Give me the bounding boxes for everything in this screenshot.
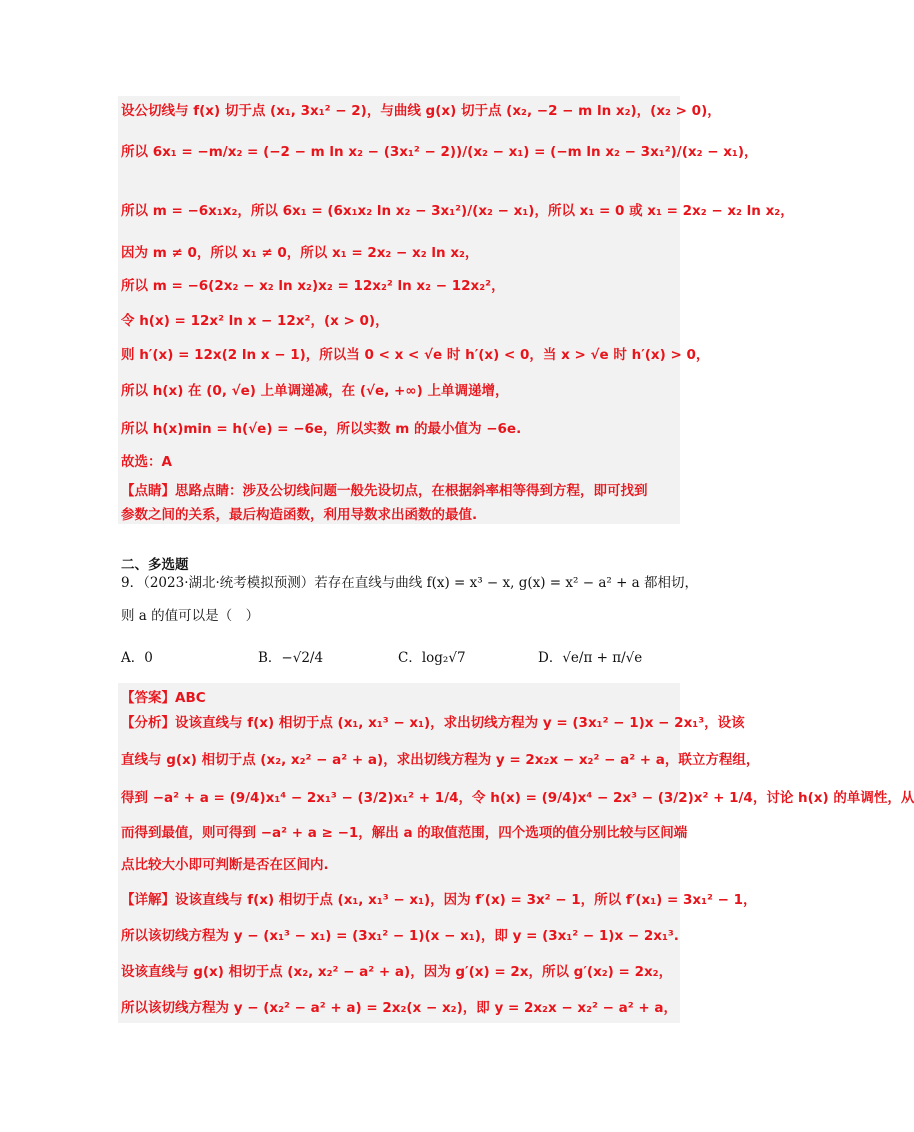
option-d-value: √e/π + π/√e: [562, 650, 643, 666]
part2-line-10: 所以该切线方程为 y − (x₂² − a² + a) = 2x₂(x − x₂)，即 y = 2x₂x − x₂² − a² + a，: [121, 1000, 677, 1016]
part1-line-8: 所以 h(x) 在 (0, √e) 上单调递减，在 (√e, +∞) 上单调递增，: [121, 383, 509, 399]
option-c-label: C．: [398, 650, 422, 666]
part2-line-8: 所以该切线方程为 y − (x₁³ − x₁) = (3x₁² − 1)(x − x₁)，即 y = (3x₁² − 1)x − 2x₁³.: [121, 928, 679, 944]
option-d-label: D．: [538, 650, 563, 666]
question-stem-line1: 9．（2023·湖北·统考模拟预测）若存在直线与曲线 f(x) = x³ − x, g(x) = x² − a² + a 都相切，: [121, 575, 699, 591]
section-heading: 二、多选题: [121, 557, 189, 573]
option-c-value: log₂√7: [421, 650, 466, 666]
part1-line-7: 则 h′(x) = 12x(2 ln x − 1)，所以当 0 < x < √e 时 h′(x) < 0，当 x > √e 时 h′(x) > 0，: [121, 347, 710, 363]
part2-line-4: 得到 −a² + a = (9/4)x₁⁴ − 2x₁³ − (3/2)x₁² + 1/4，令 h(x) = (9/4)x⁴ − 2x³ − (3/2)x² + 1/4，讨论 h(x) 的单调性，从: [121, 790, 914, 806]
part2-line-1: 【答案】ABC: [121, 690, 206, 706]
part1-line-1: 设公切线与 f(x) 切于点 (x₁, 3x₁² − 2)，与曲线 g(x) 切于点 (x₂, −2 − m ln x₂)，(x₂ > 0)，: [121, 103, 721, 119]
part1-line-3: 所以 m = −6x₁x₂，所以 6x₁ = (6x₁x₂ ln x₂ − 3x₁²)/(x₂ − x₁)，所以 x₁ = 0 或 x₁ = 2x₂ − x₂ ln x₂，: [121, 203, 794, 219]
part1-line-11: 【点睛】思路点睛：涉及公切线问题一般先设切点，在根据斜率相等得到方程，即可找到: [121, 483, 648, 499]
option-b: [258, 646, 323, 666]
part2-line-9: 设该直线与 g(x) 相切于点 (x₂, x₂² − a² + a)，因为 g′(x) = 2x，所以 g′(x₂) = 2x₂，: [121, 964, 673, 980]
part2-line-7: 【详解】设该直线与 f(x) 相切于点 (x₁, x₁³ − x₁)，因为 f′(x) = 3x² − 1，所以 f′(x₁) = 3x₁² − 1，: [121, 892, 757, 908]
part2-line-2: 【分析】设该直线与 f(x) 相切于点 (x₁, x₁³ − x₁)，求出切线方程为 y = (3x₁² − 1)x − 2x₁³，设该: [121, 715, 745, 731]
part2-line-5: 而得到最值，则可得到 −a² + a ≥ −1，解出 a 的取值范围，四个选项的值分别比较与区间端: [121, 825, 688, 841]
option-d: [538, 646, 642, 666]
part1-line-5: 所以 m = −6(2x₂ − x₂ ln x₂)x₂ = 12x₂² ln x₂ − 12x₂²，: [121, 278, 505, 294]
part1-line-4: 因为 m ≠ 0，所以 x₁ ≠ 0，所以 x₁ = 2x₂ − x₂ ln x₂，: [121, 245, 479, 261]
part2-line-6: 点比较大小即可判断是否在区间内.: [121, 857, 329, 873]
option-b-value: −√2/4: [281, 650, 324, 666]
part1-line-10: 故选：A: [121, 454, 172, 470]
option-a: [121, 646, 153, 666]
part1-line-9: 所以 h(x)min = h(√e) = −6e，所以实数 m 的最小值为 −6e.: [121, 421, 522, 437]
part1-line-2: 所以 6x₁ = −m/x₂ = (−2 − m ln x₂ − (3x₁² − 2))/(x₂ − x₁) = (−m ln x₂ − 3x₁²)/(x₂ − x₁)，: [121, 144, 758, 160]
option-a-value: 0: [144, 650, 153, 666]
option-a-label: A．: [121, 650, 145, 666]
part2-line-3: 直线与 g(x) 相切于点 (x₂, x₂² − a² + a)，求出切线方程为 y = 2x₂x − x₂² − a² + a，联立方程组，: [121, 752, 760, 768]
option-c: [398, 646, 466, 666]
part1-line-6: 令 h(x) = 12x² ln x − 12x²，(x > 0)，: [121, 313, 389, 329]
part1-line-12: 参数之间的关系，最后构造函数，利用导数求出函数的最值.: [121, 507, 478, 523]
question-stem-line2: 则 a 的值可以是（ ）: [121, 608, 260, 624]
option-b-label: B．: [258, 650, 282, 666]
